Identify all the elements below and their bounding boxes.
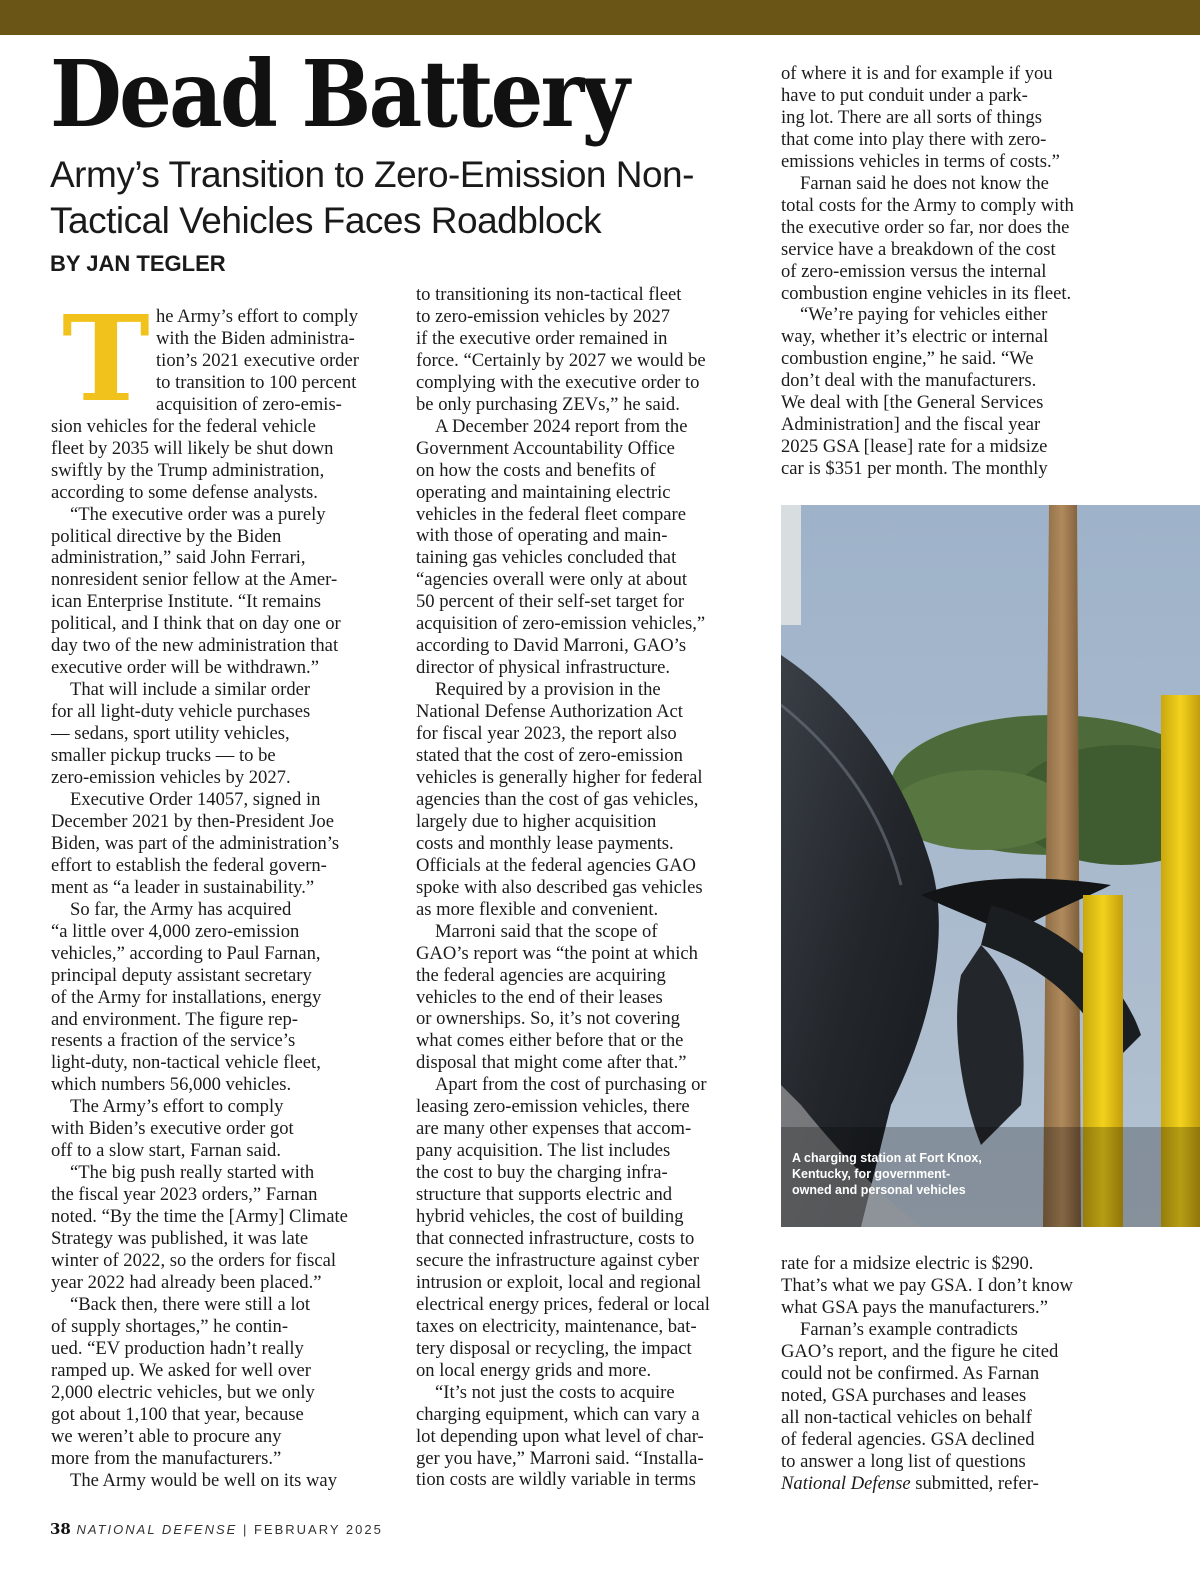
text-line: Marroni said that the scope of [435,920,658,942]
text-line: rate for a midsize electric is $290. [781,1253,1034,1274]
text-line: executive order will be withdrawn.” [51,657,319,679]
text-line: That will include a similar order [70,679,311,701]
text-line: effort to establish the federal govern- [51,854,327,876]
text-line: fleet by 2035 will likely be shut down [51,437,334,459]
text-line: or ownerships. So, it’s not covering [416,1008,680,1030]
text-line: with the Biden administra- [156,327,355,349]
text-line: have to put conduit under a park- [781,84,1028,106]
text-line: force. “Certainly by 2027 we would be [416,349,706,371]
text-line: he Army’s effort to comply [156,306,359,327]
photo-caption: A charging station at Fort Knox, Kentucky, for government-owned and personal vehicles [792,1151,982,1197]
text-line: Administration] and the fiscal year [781,414,1041,436]
text-line: 2025 GSA [lease] rate for a midsize [781,436,1048,458]
text-line: complying with the executive order to [416,371,700,393]
text-line: Officials at the federal agencies GAO [416,854,696,876]
text-line: could not be confirmed. As Farnan [781,1362,1040,1384]
text-line: stated that the cost of zero-emission [416,745,683,767]
text-line: that connected infrastructure, costs to [416,1227,695,1249]
top-color-bar [0,0,1200,35]
text-line: “a little over 4,000 zero-emission [51,920,300,942]
text-line: with those of operating and main- [416,525,668,547]
text-line: the executive order so far, nor does the [781,216,1070,238]
text-line: day two of the new administration that [51,635,339,657]
text-line: intrusion or exploit, local and regional [416,1271,702,1293]
article-title: Dead Battery [50,40,627,148]
text-line: — sedans, sport utility vehicles, [51,723,290,745]
text-line: combustion engine vehicles in its fleet. [781,282,1072,304]
text-line: National Defense Authorization Act [416,701,683,723]
text-line: costs and monthly lease payments. [416,832,674,854]
text-line: electrical energy prices, federal or local [416,1293,710,1315]
text-line: tery disposal or recycling, the impact [416,1337,692,1359]
text-line: National Defense submitted, refer- [781,1472,1039,1494]
text-line: That’s what we pay GSA. I don’t know [781,1274,1073,1296]
text-line: “We’re paying for vehicles either [800,304,1048,326]
text-line: “The executive order was a purely [70,503,326,525]
text-line: GAO’s report was “the point at which [416,942,698,964]
text-line: ued. “EV production hadn’t really [51,1337,304,1359]
text-line: year 2022 had already been placed.” [51,1271,322,1293]
page-number: 38 [50,1520,71,1538]
text-line: leasing zero-emission vehicles, there [416,1096,690,1118]
text-line: vehicles to the end of their leases [416,986,663,1008]
text-line: winter of 2022, so the orders for fiscal [51,1249,337,1271]
text-line: acquisition of zero-emission vehicles,” [416,613,706,635]
article-subtitle: Army’s Transition to Zero-Emission Non-Tactical Vehicles Faces Roadblock [50,154,694,241]
text-line: ing lot. There are all sorts of things [781,106,1042,128]
footer-separator: | [242,1522,249,1537]
text-line: vehicles in the federal fleet compare [416,503,686,525]
page-footer [50,1520,383,1538]
body-column-3-top [781,63,1121,480]
text-line: secure the infrastructure against cyber [416,1249,699,1271]
text-line: ican Enterprise Institute. “It remains [51,591,322,613]
publication-name: NATIONAL DEFENSE [76,1522,238,1537]
text-line: be only purchasing ZEVs,” he said. [416,393,680,415]
text-line: what comes either before that or the [416,1030,684,1052]
text-line: combustion engine,” he said. “We [781,348,1034,370]
text-line: administration,” said John Ferrari, [51,547,306,569]
text-line: 50 percent of their self-set target for [416,591,685,613]
text-line: Farnan said he does not know the [800,172,1049,194]
text-line: total costs for the Army to comply with [781,194,1074,216]
text-line: taxes on electricity, maintenance, bat- [416,1315,697,1337]
text-line: noted. “By the time the [Army] Climate [51,1206,348,1228]
text-line: Farnan’s example contradicts [800,1318,1018,1340]
byline: BY JAN TEGLER [50,251,226,276]
text-line: vehicles is generally higher for federal [416,766,703,788]
text-line: political directive by the Biden [51,525,282,547]
text-line: zero-emission vehicles by 2027. [51,767,291,789]
text-line: of the Army for installations, energy [51,986,322,1008]
text-line: on local energy grids and more. [416,1359,652,1381]
text-line: emissions vehicles in terms of costs.” [781,150,1060,172]
text-line: that come into play there with zero- [781,128,1047,150]
text-line: A December 2024 report from the [435,415,688,437]
text-line: the fiscal year 2023 orders,” Farnan [51,1184,318,1206]
text-line: according to some defense analysts. [51,481,318,503]
text-line: ger you have,” Marroni said. “Installa- [416,1447,704,1469]
body-column-3-bottom [781,1253,1121,1494]
text-line: we weren’t able to procure any [51,1425,282,1447]
text-line: for fiscal year 2023, the report also [416,723,677,745]
text-line: So far, the Army has acquired [70,898,292,920]
text-line: noted, GSA purchases and leases [781,1384,1027,1406]
text-line: of federal agencies. GSA declined [781,1428,1035,1450]
text-line: disposal that might come after that.” [416,1052,687,1074]
text-line: smaller pickup trucks — to be [51,745,276,767]
text-line: “It’s not just the costs to acquire [435,1381,675,1403]
text-line: service have a breakdown of the cost [781,238,1056,260]
text-line: of zero-emission versus the internal [781,260,1047,282]
text-line: 2,000 electric vehicles, but we only [51,1381,315,1403]
text-line: principal deputy assistant secretary [51,964,312,986]
text-line: vehicles,” according to Paul Farnan, [51,942,321,964]
text-line: are many other expenses that accom- [416,1118,692,1140]
text-line: hybrid vehicles, the cost of building [416,1206,684,1228]
text-line: Executive Order 14057, signed in [70,788,321,810]
body-column-1 [51,306,401,1491]
text-line: resents a fraction of the service’s [51,1030,296,1052]
drop-cap: T [62,289,150,428]
text-line: off to a slow start, Farnan said. [51,1140,281,1162]
text-line: to transition to 100 percent [156,371,357,393]
text-line: nonresident senior fellow at the Amer- [51,569,338,591]
text-line: GAO’s report, and the figure he cited [781,1340,1059,1362]
text-line: largely due to higher acquisition [416,810,657,832]
text-line: acquisition of zero-emis- [156,393,342,415]
charging-station-photo [781,505,1200,1227]
text-line: tion’s 2021 executive order [156,349,359,371]
body-column-2 [416,284,761,1491]
text-line: the cost to buy the charging infra- [416,1162,668,1184]
text-line: don’t deal with the manufacturers. [781,370,1037,392]
text-line: more from the manufacturers.” [51,1447,282,1469]
text-line: sion vehicles for the federal vehicle [51,415,316,437]
text-line: and environment. The figure rep- [51,1008,298,1030]
text-line: operating and maintaining electric [416,481,671,503]
text-line: spoke with also described gas vehicles [416,876,703,898]
text-line: of supply shortages,” he contin- [51,1315,289,1337]
text-line: director of physical infrastructure. [416,657,671,679]
text-line: Biden, was part of the administration’s [51,832,340,854]
text-line: car is $351 per month. The monthly [781,458,1048,480]
text-line: way, whether it’s electric or internal [781,326,1049,348]
text-line: to answer a long list of questions [781,1450,1026,1472]
text-line: of where it is and for example if you [781,63,1053,84]
text-line: agencies than the cost of gas vehicles, [416,788,699,810]
text-line: Strategy was published, it was late [51,1228,309,1250]
text-line: “The big push really started with [70,1162,315,1184]
text-line: The Army would be well on its way [70,1469,337,1491]
text-line: to zero-emission vehicles by 2027 [416,305,671,327]
text-line: pany acquisition. The list includes [416,1140,671,1162]
text-line: political, and I think that on day one or [51,613,341,635]
text-line: which numbers 56,000 vehicles. [51,1074,292,1096]
text-line: the federal agencies are acquiring [416,964,666,986]
text-line: for all light-duty vehicle purchases [51,701,311,723]
text-line: ramped up. We asked for well over [51,1359,311,1381]
text-line: tion costs are wildly variable in terms [416,1469,696,1491]
text-line: to transitioning its non-tactical fleet [416,284,682,305]
text-line: taining gas vehicles concluded that [416,547,677,569]
text-line: structure that supports electric and [416,1184,673,1206]
text-line: with Biden’s executive order got [51,1118,294,1140]
text-line: swiftly by the Trump administration, [51,459,325,481]
text-line: if the executive order remained in [416,327,668,349]
text-line: “Back then, there were still a lot [70,1293,311,1315]
text-line: lot depending upon what level of char- [416,1425,704,1447]
text-line: got about 1,100 that year, because [51,1403,304,1425]
text-line: charging equipment, which can vary a [416,1403,700,1425]
text-line: ment as “a leader in sustainability.” [51,876,315,898]
issue-date: FEBRUARY 2025 [253,1522,383,1537]
text-line: “agencies overall were only at about [416,569,688,591]
text-line: light-duty, non-tactical vehicle fleet, [51,1052,321,1074]
text-line: Government Accountability Office [416,437,675,459]
text-line: We deal with [the General Services [781,392,1044,414]
text-line: Required by a provision in the [435,679,661,701]
text-line: on how the costs and benefits of [416,459,656,481]
text-line: as more flexible and convenient. [416,898,659,920]
text-line: Apart from the cost of purchasing or [435,1074,707,1096]
text-line: The Army’s effort to comply [70,1096,284,1118]
text-line: what GSA pays the manufacturers.” [781,1296,1048,1318]
text-line: according to David Marroni, GAO’s [416,635,687,657]
text-line: December 2021 by then-President Joe [51,810,334,832]
text-line: all non-tactical vehicles on behalf [781,1406,1032,1428]
